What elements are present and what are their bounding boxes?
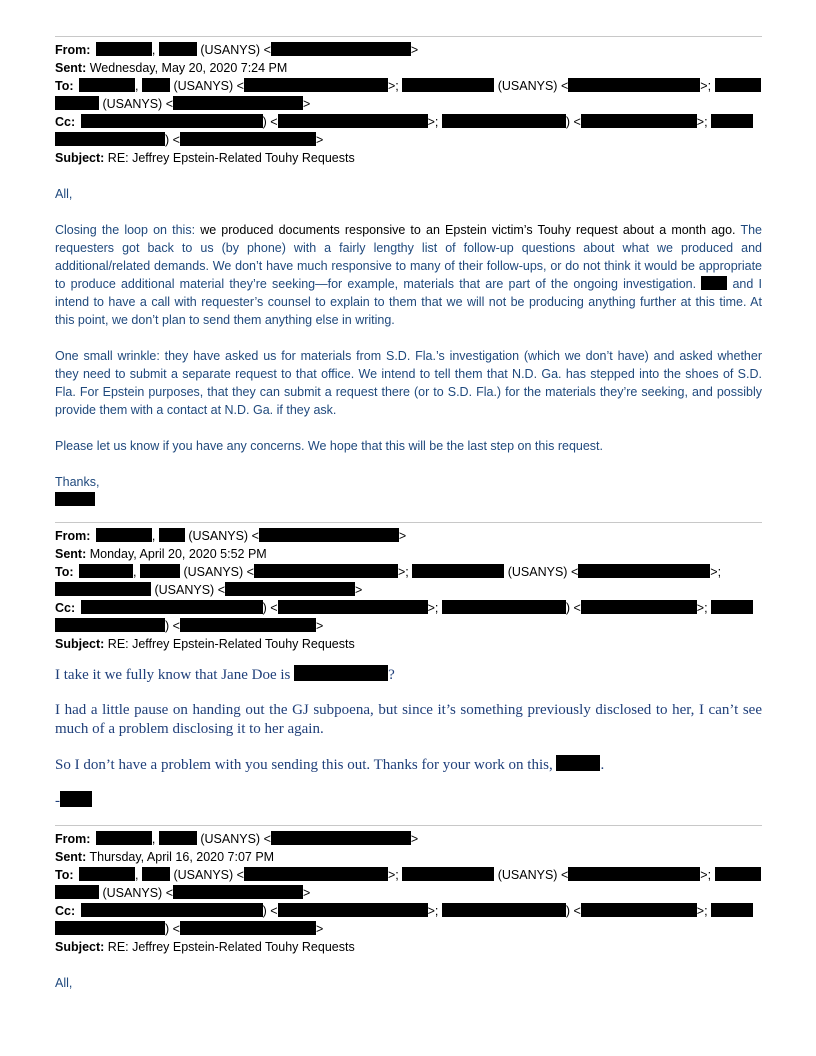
paragraph: One small wrinkle: they have asked us for materials from S.D. Fla.’s investigation (which we don’t have) and asked whether they need to submit a separate request to that office. We intend to tell them that N.D. Ga. has stepped into the shoes of S.D. Fla. For Epstein purposes, that they can submit a request there (or to S.D. Fla.) for the materials they’re seeking, and possibly provide them with a contact at N.D. Ga. if they ask. bbox=[55, 349, 762, 417]
subject-text: RE: Jeffrey Epstein-Related Touhy Requests bbox=[107, 940, 355, 954]
org-label: (USANYS) bbox=[173, 79, 234, 93]
comma: , bbox=[135, 79, 139, 93]
redaction bbox=[55, 582, 151, 596]
redaction bbox=[159, 528, 185, 542]
bracket: < bbox=[217, 583, 226, 597]
paragraph-text: So I don’t have a problem with you sending this out. Thanks for your work on this, bbox=[55, 757, 557, 773]
email-body bbox=[55, 185, 762, 509]
from-label: From: bbox=[55, 43, 91, 57]
redaction bbox=[96, 528, 152, 542]
redaction bbox=[412, 564, 504, 578]
bracket: >; bbox=[387, 868, 399, 882]
org-label: (USANYS) bbox=[497, 79, 558, 93]
bracket: < bbox=[263, 832, 271, 846]
paragraph-text: I take it we fully know that Jane Doe is bbox=[55, 667, 295, 683]
subject-line bbox=[55, 149, 762, 167]
redaction bbox=[180, 618, 316, 632]
cc-label: Cc: bbox=[55, 904, 76, 918]
from-line bbox=[55, 830, 762, 848]
redaction bbox=[79, 564, 133, 578]
header-separator bbox=[55, 36, 762, 37]
redaction bbox=[173, 96, 303, 110]
redaction bbox=[581, 903, 697, 917]
sent-date: Wednesday, May 20, 2020 7:24 PM bbox=[89, 61, 288, 75]
org-label: (USANYS) bbox=[188, 529, 249, 543]
org-label: (USANYS) bbox=[173, 868, 234, 882]
bracket: >; bbox=[700, 79, 712, 93]
bracket: < bbox=[263, 43, 271, 57]
signature bbox=[55, 491, 762, 509]
paragraph: I had a little pause on handing out the GJ subpoena, but since it’s something previously disclosed to her, I can’t see much of a problem disclosing it to her again. bbox=[55, 702, 762, 737]
sent-line bbox=[55, 848, 762, 866]
from-line bbox=[55, 527, 762, 545]
bracket: >; bbox=[427, 904, 439, 918]
from-line bbox=[55, 41, 762, 59]
redaction bbox=[578, 564, 710, 578]
bracket: ) < bbox=[165, 133, 180, 147]
redaction bbox=[278, 114, 428, 128]
bracket: > bbox=[315, 619, 324, 633]
redaction bbox=[55, 96, 99, 110]
paragraph-text: . bbox=[600, 757, 605, 773]
redaction bbox=[294, 665, 388, 681]
paragraph: Please let us know if you have any concerns. We hope that this will be the last step on this request. bbox=[55, 439, 603, 453]
bracket: >; bbox=[710, 565, 722, 579]
bracket: >; bbox=[700, 868, 712, 882]
redaction bbox=[402, 867, 494, 881]
redaction bbox=[96, 831, 152, 845]
org-label: (USANYS) bbox=[183, 565, 244, 579]
redaction bbox=[140, 564, 180, 578]
redaction bbox=[711, 600, 753, 614]
to-line-cont bbox=[55, 95, 762, 113]
redaction bbox=[79, 78, 135, 92]
bracket: ) < bbox=[262, 115, 278, 129]
bracket: < bbox=[236, 868, 244, 882]
to-line bbox=[55, 563, 762, 581]
redaction bbox=[79, 867, 135, 881]
bracket: < bbox=[165, 886, 174, 900]
to-line bbox=[55, 866, 762, 884]
email-body bbox=[55, 665, 762, 811]
paragraph-text: ? bbox=[388, 667, 395, 683]
cc-label: Cc: bbox=[55, 601, 76, 615]
signature-dash: - bbox=[55, 793, 60, 809]
bracket: < bbox=[246, 565, 254, 579]
signature bbox=[55, 791, 762, 811]
redaction bbox=[568, 78, 700, 92]
bracket: < bbox=[236, 79, 244, 93]
cc-line bbox=[55, 599, 762, 617]
subject-text: RE: Jeffrey Epstein-Related Touhy Requests bbox=[107, 637, 355, 651]
sent-label: Sent: bbox=[55, 850, 87, 864]
paragraph-quote: we produced documents responsive to an Epstein victim’s Touhy request about a month ago. bbox=[195, 223, 736, 237]
bracket: > bbox=[303, 97, 311, 111]
redaction bbox=[581, 114, 697, 128]
subject-label: Subject: bbox=[55, 940, 105, 954]
redaction bbox=[711, 903, 753, 917]
redaction bbox=[271, 42, 411, 56]
greeting: All, bbox=[55, 976, 73, 990]
redaction bbox=[142, 867, 170, 881]
redaction bbox=[278, 600, 428, 614]
redaction bbox=[442, 903, 566, 917]
header-separator bbox=[55, 825, 762, 826]
org-label: (USANYS) bbox=[102, 886, 163, 900]
bracket: ) < bbox=[165, 619, 180, 633]
bracket: >; bbox=[397, 565, 409, 579]
paragraph bbox=[55, 665, 762, 685]
redaction bbox=[581, 600, 697, 614]
org-label: (USANYS) bbox=[200, 832, 261, 846]
redaction bbox=[244, 78, 388, 92]
sent-date: Monday, April 20, 2020 5:52 PM bbox=[89, 547, 267, 561]
org-label: (USANYS) bbox=[102, 97, 163, 111]
bracket: ) < bbox=[565, 904, 581, 918]
subject-label: Subject: bbox=[55, 151, 105, 165]
from-label: From: bbox=[55, 529, 91, 543]
redaction bbox=[81, 600, 263, 614]
redaction bbox=[159, 42, 197, 56]
bracket: ) < bbox=[262, 904, 278, 918]
bracket: >; bbox=[696, 601, 708, 615]
comma: , bbox=[151, 43, 156, 57]
redaction bbox=[55, 885, 99, 899]
redaction bbox=[173, 885, 303, 899]
bracket: >; bbox=[696, 115, 708, 129]
bracket: < bbox=[560, 868, 569, 882]
subject-line bbox=[55, 635, 762, 653]
email-header bbox=[55, 41, 762, 167]
to-label: To: bbox=[55, 79, 74, 93]
comma: , bbox=[133, 565, 137, 579]
bracket: < bbox=[570, 565, 579, 579]
redaction bbox=[225, 582, 355, 596]
bracket: ) < bbox=[565, 601, 581, 615]
org-label: (USANYS) bbox=[200, 43, 261, 57]
org-label: (USANYS) bbox=[497, 868, 558, 882]
bracket: >; bbox=[427, 601, 439, 615]
bracket: >; bbox=[427, 115, 439, 129]
redaction bbox=[715, 867, 761, 881]
redaction bbox=[55, 921, 165, 935]
redaction bbox=[278, 903, 428, 917]
redaction bbox=[142, 78, 170, 92]
redaction bbox=[442, 114, 566, 128]
cc-line bbox=[55, 113, 762, 131]
redaction bbox=[442, 600, 566, 614]
redaction bbox=[55, 132, 165, 146]
paragraph-lead: Closing the loop on this: bbox=[55, 223, 196, 237]
sent-date: Thursday, April 16, 2020 7:07 PM bbox=[89, 850, 275, 864]
sent-label: Sent: bbox=[55, 61, 87, 75]
cc-line-cont bbox=[55, 617, 762, 635]
redaction bbox=[402, 78, 494, 92]
email-thread bbox=[55, 36, 762, 992]
to-line-cont bbox=[55, 884, 762, 902]
bracket: >; bbox=[387, 79, 399, 93]
bracket: > bbox=[410, 832, 419, 846]
bracket: < bbox=[251, 529, 259, 543]
redaction bbox=[259, 528, 399, 542]
bracket: < bbox=[560, 79, 569, 93]
email-header bbox=[55, 830, 762, 956]
bracket: ) < bbox=[565, 115, 581, 129]
comma: , bbox=[151, 832, 156, 846]
org-label: (USANYS) bbox=[507, 565, 568, 579]
comma: , bbox=[135, 868, 139, 882]
redaction bbox=[271, 831, 411, 845]
redaction bbox=[81, 114, 263, 128]
paragraph-text: The requesters got back to us (by phone) with a fairly lengthy list of follow-up questions about what we produced and additional/related demands. We don’t have much responsive to many of their follow-ups, or do not think it would be appropriate to produce additional material they’re seeking—for example, materials that are part of the ongoing investigation. bbox=[55, 223, 762, 291]
closing: Thanks, bbox=[55, 475, 100, 489]
comma: , bbox=[151, 529, 156, 543]
redaction bbox=[180, 921, 316, 935]
redaction bbox=[55, 618, 165, 632]
redaction bbox=[96, 42, 152, 56]
redaction bbox=[568, 867, 700, 881]
bracket: > bbox=[355, 583, 363, 597]
redaction bbox=[60, 791, 92, 807]
subject-label: Subject: bbox=[55, 637, 105, 651]
bracket: >; bbox=[696, 904, 708, 918]
cc-line-cont bbox=[55, 131, 762, 149]
sent-label: Sent: bbox=[55, 547, 87, 561]
paragraph bbox=[55, 755, 762, 775]
redaction bbox=[715, 78, 761, 92]
redaction bbox=[55, 492, 95, 506]
bracket: ) < bbox=[262, 601, 278, 615]
to-label: To: bbox=[55, 565, 74, 579]
bracket: ) < bbox=[165, 922, 180, 936]
to-line-cont bbox=[55, 581, 762, 599]
subject-text: RE: Jeffrey Epstein-Related Touhy Requests bbox=[107, 151, 355, 165]
cc-label: Cc: bbox=[55, 115, 76, 129]
redaction bbox=[180, 132, 316, 146]
redaction bbox=[254, 564, 398, 578]
bracket: > bbox=[410, 43, 419, 57]
redaction bbox=[244, 867, 388, 881]
cc-line-cont bbox=[55, 920, 762, 938]
bracket: > bbox=[315, 922, 324, 936]
email-body bbox=[55, 974, 762, 992]
greeting: All, bbox=[55, 187, 73, 201]
bracket: > bbox=[303, 886, 311, 900]
cc-line bbox=[55, 902, 762, 920]
email-header bbox=[55, 527, 762, 653]
bracket: > bbox=[315, 133, 324, 147]
org-label: (USANYS) bbox=[154, 583, 215, 597]
paragraph bbox=[55, 221, 762, 329]
to-line bbox=[55, 77, 762, 95]
redaction bbox=[81, 903, 263, 917]
from-label: From: bbox=[55, 832, 91, 846]
redaction bbox=[159, 831, 197, 845]
sent-line bbox=[55, 59, 762, 77]
header-separator bbox=[55, 522, 762, 523]
subject-line bbox=[55, 938, 762, 956]
bracket: < bbox=[165, 97, 174, 111]
redaction bbox=[711, 114, 753, 128]
sent-line bbox=[55, 545, 762, 563]
redaction bbox=[556, 755, 600, 771]
paragraph-text: and I intend to have a call with requester’s counsel to explain to them that we will not be producing anything further at this time. At this point, we don’t plan to send them anything else in writing. bbox=[55, 277, 762, 327]
to-label: To: bbox=[55, 868, 74, 882]
redaction bbox=[701, 276, 727, 290]
bracket: > bbox=[398, 529, 407, 543]
